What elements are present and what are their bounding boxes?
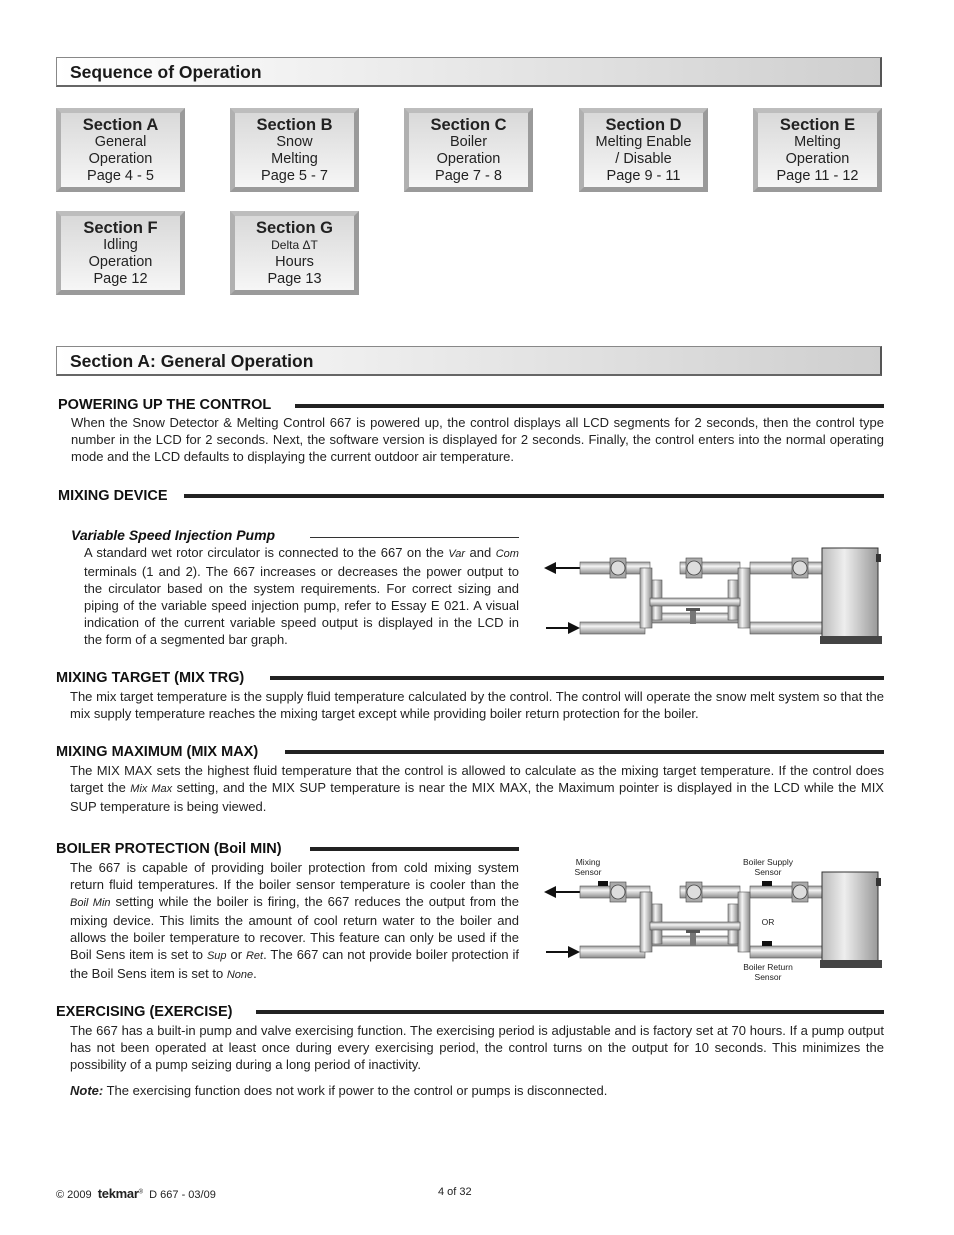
text-run: . — [253, 966, 257, 981]
section-line: Hours — [275, 254, 314, 270]
section-line: Melting Enable — [595, 134, 692, 150]
text-run: or — [230, 947, 243, 962]
section-line: Boiler — [449, 134, 488, 150]
injection-pump-text — [84, 544, 519, 648]
section-line: Delta ΔT — [271, 238, 318, 252]
section-a-banner-title: Section A: General Operation — [70, 351, 314, 371]
supply-arrow-icon — [544, 562, 580, 574]
section-line: Melting — [794, 134, 841, 150]
text-run: The MIX MAX sets the highest fluid temperature that the control is allowed to calculate as the mixing target temperature. If the control does target the — [70, 763, 884, 795]
boiler-protection-heading: BOILER PROTECTION (Boil MIN) — [56, 841, 282, 857]
section-a-card[interactable] — [56, 108, 185, 192]
heading-rule — [270, 676, 884, 680]
section-title: Section B — [256, 116, 333, 134]
section-pages: Page 4 - 5 — [87, 168, 154, 184]
section-line: General — [94, 134, 147, 150]
pump-icon — [610, 882, 626, 902]
section-c-card[interactable] — [404, 108, 533, 192]
pump-icon — [610, 558, 626, 578]
powering-heading: POWERING UP THE CONTROL — [58, 397, 272, 413]
heading-rule — [184, 494, 884, 498]
heading-rule — [256, 1010, 884, 1014]
text-run: terminals (1 and 2). The 667 increases or decreases the power output to the circulator based on the system requirements. For correct sizing and piping of the variable speed injection pump, refer to Essay E 021. A visual indication of the current variable speed output is displayed in the LCD in the form of a segmented bar graph. — [84, 564, 519, 647]
section-g-card[interactable] — [230, 211, 359, 295]
footer-left — [56, 1186, 216, 1201]
text-run: and — [469, 545, 492, 560]
section-pages: Page 7 - 8 — [435, 168, 502, 184]
label-line: Mixing — [575, 857, 601, 867]
doc-number: D 667 - 03/09 — [149, 1189, 216, 1201]
mix-max-text — [70, 762, 884, 815]
page-number: 4 of 32 — [438, 1186, 472, 1198]
section-title: Section A — [82, 116, 159, 134]
registered-mark: ® — [138, 1189, 144, 1196]
section-a-banner — [56, 346, 882, 376]
text-run: A standard wet rotor circulator is connected to the 667 on the — [84, 545, 444, 560]
heading-rule — [285, 750, 884, 754]
label-line: Sensor — [754, 972, 782, 982]
section-line: / Disable — [615, 151, 672, 167]
section-b-card[interactable] — [230, 108, 359, 192]
label-line: Boiler Supply — [742, 857, 794, 867]
sup-term: Sup — [206, 950, 227, 962]
section-pages: Page 12 — [93, 271, 148, 287]
mix-max-heading: MIXING MAXIMUM (MIX MAX) — [56, 744, 259, 760]
boiler-return-sensor-label — [733, 962, 803, 982]
section-title: Section D — [605, 116, 682, 134]
mixing-sensor-icon — [598, 881, 608, 886]
section-line: Operation — [88, 151, 153, 167]
mixing-device-heading: MIXING DEVICE — [58, 488, 168, 504]
return-arrow-icon — [546, 946, 580, 958]
boil-min-term: Boil Min — [70, 897, 111, 909]
section-line: Idling — [103, 237, 138, 253]
boiler-supply-sensor-icon — [762, 881, 772, 886]
boiler-protection-piping-diagram — [540, 862, 885, 974]
text-run: The 667 is capable of providing boiler protection from cold mixing system return fluid temperatures. If the boiler sensor temperature is cooler than the — [70, 860, 519, 892]
boiler-pump-icon — [792, 558, 808, 578]
copyright: © 2009 — [56, 1189, 92, 1201]
boiler-icon — [820, 872, 882, 968]
powering-text: When the Snow Detector & Melting Control 667 is powered up, the control displays all LCD segments for 2 seconds, then the control type number in the LCD for 2 seconds. Next, the software version is displayed for 2 seconds. Finally, the control enters into the normal operating mode and the LCD defaults to displaying the current outdoor air temperature. — [71, 415, 884, 464]
note-text: The exercising function does not work if power to the control or pumps is disconnected. — [106, 1083, 608, 1098]
injection-pump-icon — [686, 882, 702, 902]
section-line: Operation — [88, 254, 153, 270]
section-pages: Page 9 - 11 — [606, 168, 681, 184]
label-line: Sensor — [754, 867, 782, 877]
heading-rule — [295, 404, 884, 408]
boiler-return-sensor-icon — [762, 941, 772, 946]
note-label: Note: — [70, 1083, 104, 1098]
com-term: Com — [495, 548, 519, 560]
exercising-note — [70, 1082, 884, 1099]
injection-pump-subheading: Variable Speed Injection Pump — [71, 527, 276, 543]
sequence-banner — [56, 57, 882, 87]
or-label: OR — [761, 917, 775, 927]
boiler-pump-icon — [792, 882, 808, 902]
sequence-title: Sequence of Operation — [70, 62, 262, 82]
section-e-card[interactable] — [753, 108, 882, 192]
ret-term: Ret — [245, 950, 264, 962]
section-line: Melting — [271, 151, 318, 167]
return-arrow-icon — [546, 622, 580, 634]
section-title: Section E — [779, 116, 856, 134]
section-d-card[interactable] — [579, 108, 708, 192]
label-line: Boiler Return — [743, 962, 793, 972]
section-pages: Page 5 - 7 — [261, 168, 328, 184]
tekmar-logo: tekmar — [97, 1186, 139, 1201]
exercising-text: The 667 has a built-in pump and valve exercising function. The exercising period is adjustable and is factory set at 70 hours. If a pump output has not been operated at least once during every exercising period, the control turns on the output for 10 seconds. This minimizes the possibility of a pump seizing during a long period of inactivity. — [70, 1023, 884, 1072]
section-title: Section G — [255, 219, 333, 237]
heading-rule — [310, 847, 519, 851]
injection-pump-icon — [686, 558, 702, 578]
boiler-supply-sensor-label — [733, 857, 803, 877]
label-line: Sensor — [574, 867, 602, 877]
section-title: Section C — [430, 116, 507, 134]
boiler-protection-text — [70, 859, 519, 984]
mix-target-heading: MIXING TARGET (MIX TRG) — [56, 670, 245, 686]
section-f-card[interactable] — [56, 211, 185, 295]
text-run: . The 667 can not provide boiler protection if the Boil Sens item is set to — [70, 947, 519, 981]
boiler-icon — [820, 548, 882, 644]
var-term: Var — [448, 548, 466, 560]
supply-arrow-icon — [544, 886, 580, 898]
injection-pump-piping-diagram — [540, 540, 885, 650]
mix-max-term: Mix Max — [130, 783, 173, 795]
none-term: None — [226, 969, 254, 981]
section-line: Snow — [276, 134, 313, 150]
section-pages: Page 13 — [267, 271, 322, 287]
section-title: Section F — [83, 219, 158, 237]
text-run: setting while the boiler is firing, the 667 reduces the output from the mixing device. This limits the amount of cool return water to the boiler and allows the boiler temperature to recover. This feature can only be used if the Boil Sens item is set to — [70, 894, 519, 962]
section-line: Operation — [785, 151, 850, 167]
subheading-rule — [310, 537, 519, 538]
mix-target-text: The mix target temperature is the supply fluid temperature calculated by the control. The control will operate the snow melt system so that the mix supply temperature reaches the mixing target except while providing boiler return protection for the boiler. — [70, 689, 884, 721]
exercising-heading: EXERCISING (EXERCISE) — [56, 1004, 233, 1020]
mixing-sensor-label — [564, 857, 612, 877]
section-line: Operation — [436, 151, 501, 167]
section-pages: Page 11 - 12 — [776, 168, 859, 184]
text-run: setting, and the MIX SUP temperature is near the MIX MAX, the Maximum pointer is displayed in the LCD while the MIX SUP temperature is being viewed. — [70, 780, 884, 814]
